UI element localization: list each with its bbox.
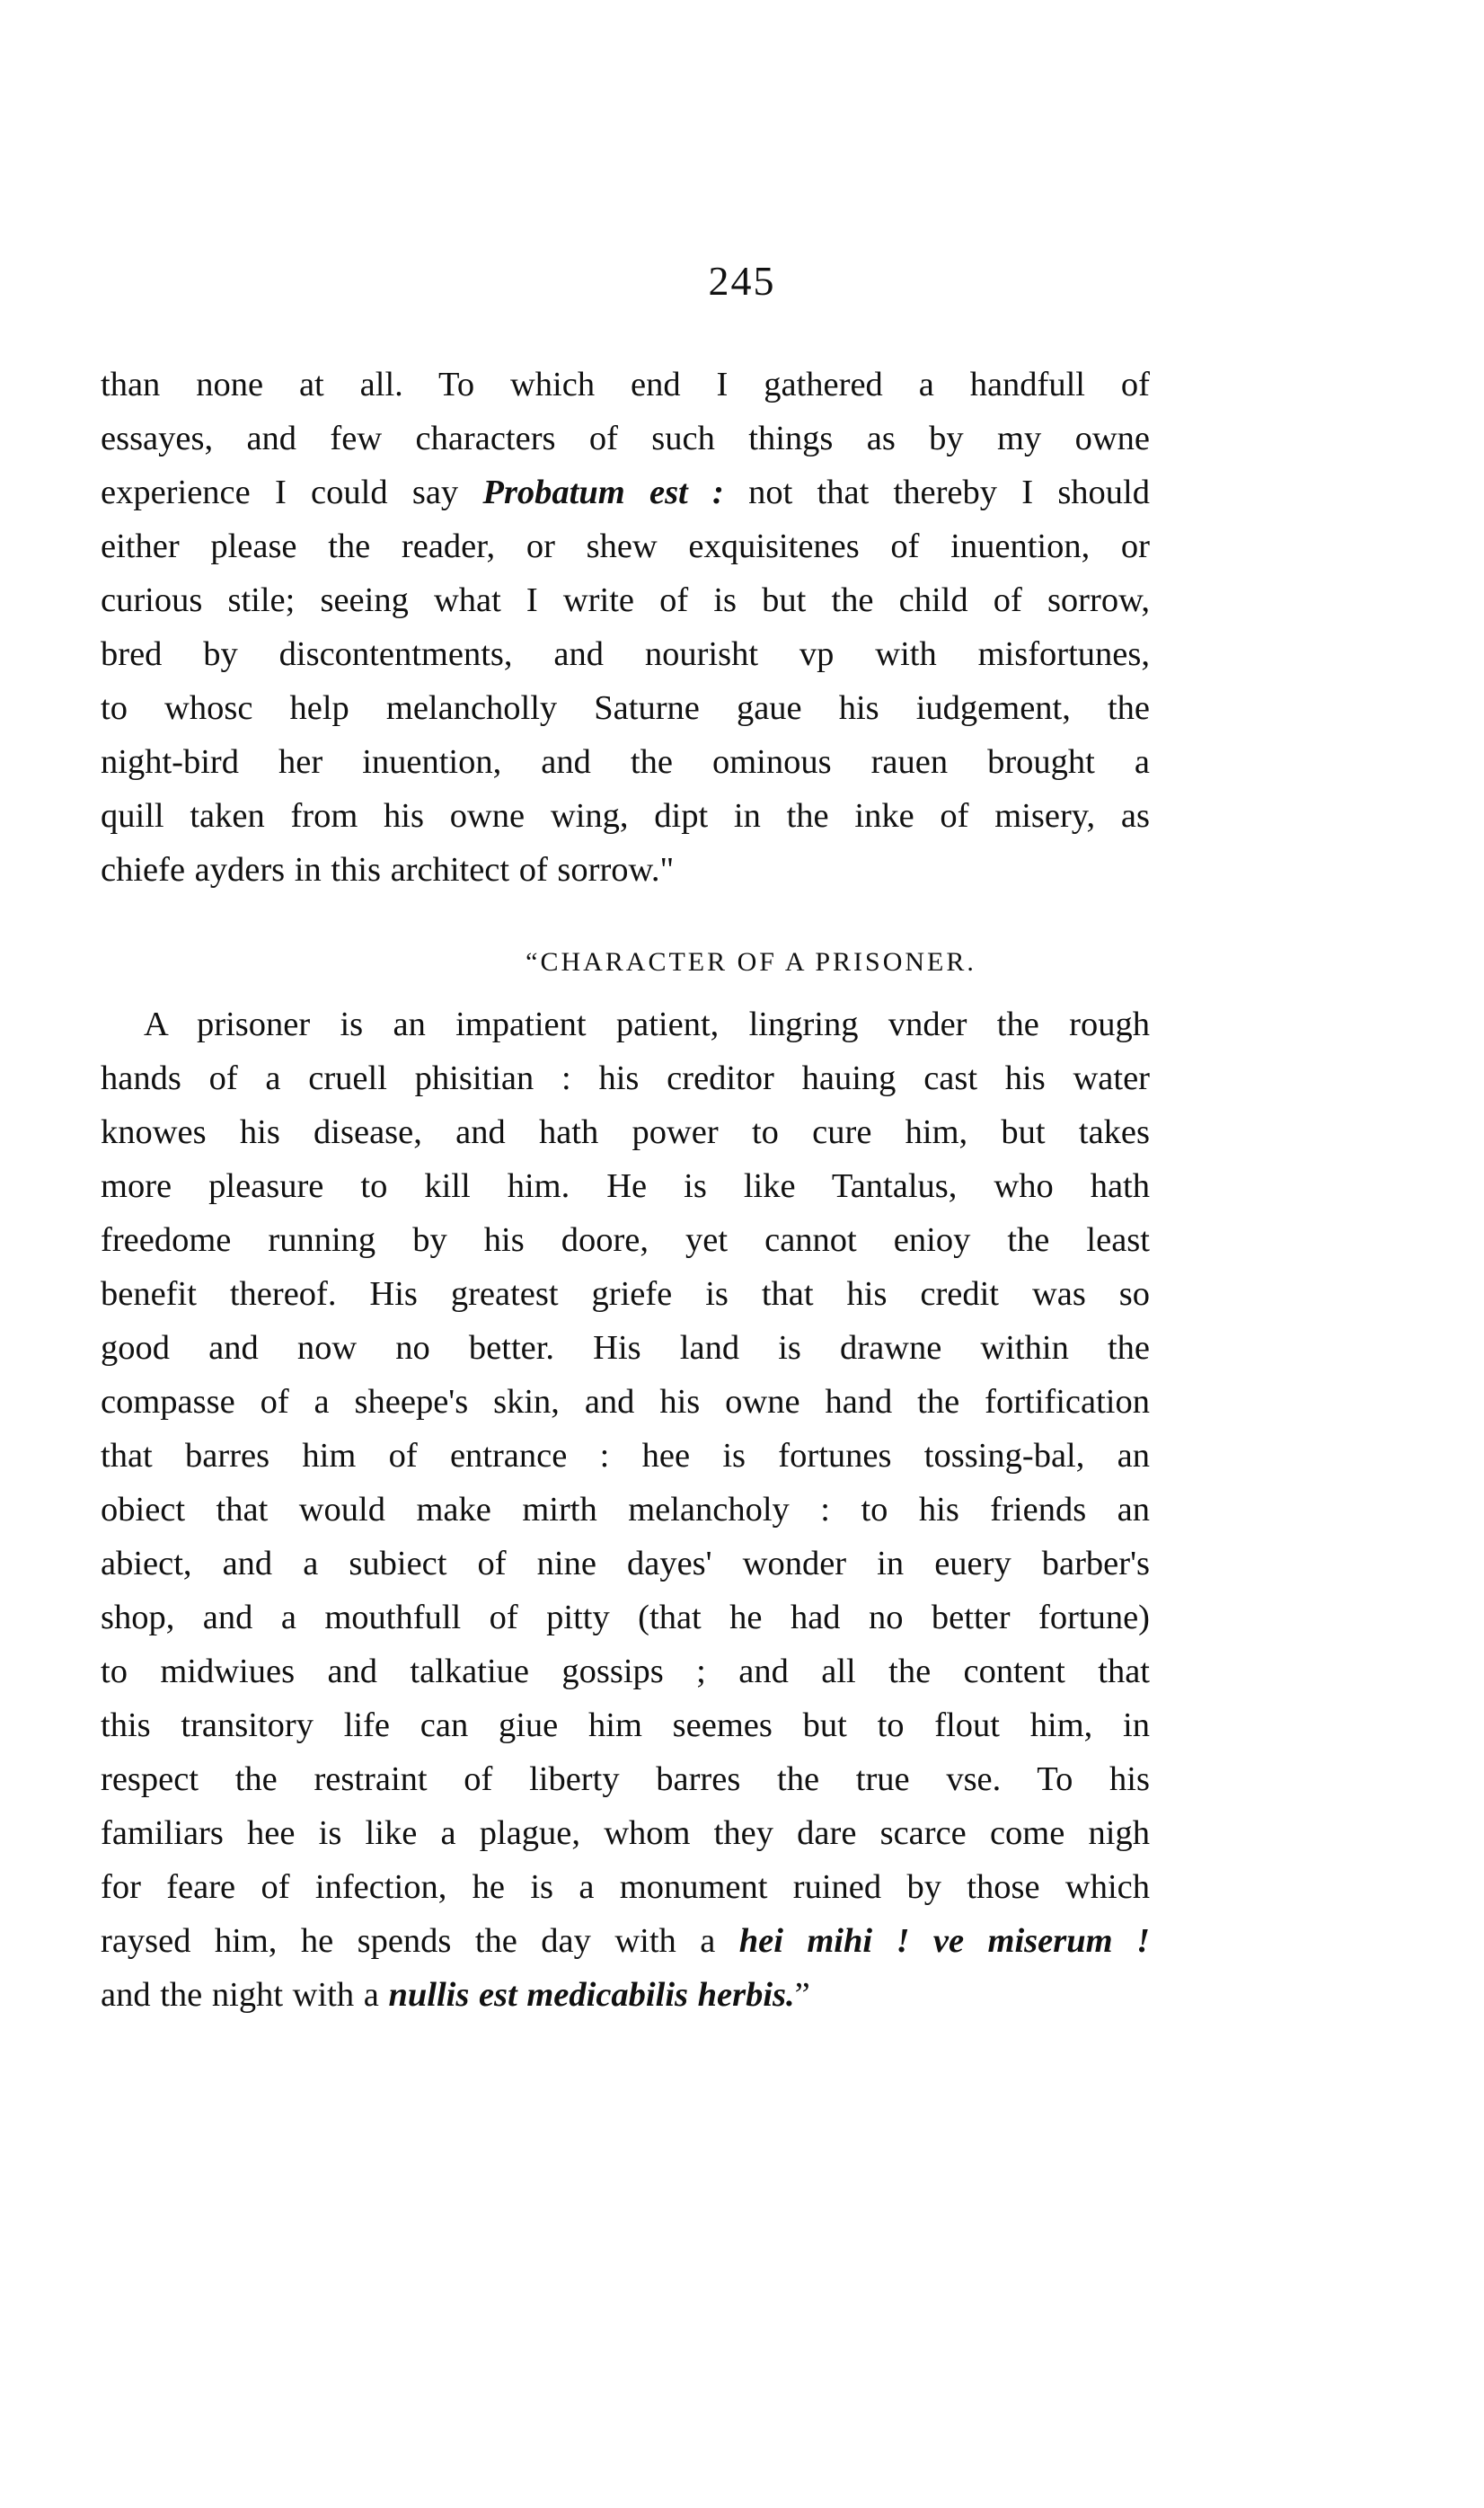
text-line: respect the restraint of liberty barres the true vse. To his bbox=[101, 1760, 1150, 1798]
text-line bbox=[101, 1968, 1150, 2022]
italic-phrase: Probatum est : bbox=[482, 474, 724, 511]
text-line: than none at all. To which end I gathered a handfull of bbox=[101, 366, 1150, 403]
text-line bbox=[101, 465, 1150, 519]
text-line: shop, and a mouthfull of pitty (that he had no better fortune) bbox=[101, 1599, 1150, 1636]
text-fragment: experience I could say bbox=[101, 474, 483, 511]
character-paragraph bbox=[101, 997, 1150, 2022]
text-line: this transitory life can giue him seemes but to flout him, in bbox=[101, 1706, 1150, 1744]
closing-quote: ” bbox=[794, 1976, 810, 2014]
italic-phrase: nullis est medicabilis herbis. bbox=[388, 1976, 795, 2014]
text-fragment: raysed him, he spends the day with a bbox=[101, 1922, 739, 1960]
text-line: obiect that would make mirth melancholy : to his friends an bbox=[101, 1491, 1150, 1529]
text-fragment: not that thereby I should bbox=[723, 474, 1151, 511]
text-line: bred by discontentments, and nourisht vp with misfortunes, bbox=[101, 635, 1150, 673]
text-line: knowes his disease, and hath power to cure him, but takes bbox=[101, 1113, 1150, 1151]
intro-paragraph bbox=[101, 358, 1150, 897]
text-fragment: and the night with a bbox=[101, 1976, 389, 2014]
text-line: A prisoner is an impatient patient, lingring vnder the rough bbox=[144, 1006, 1150, 1043]
text-line: good and now no better. His land is drawne within the bbox=[101, 1329, 1150, 1367]
text-line: familiars hee is like a plague, whom they dare scarce come nigh bbox=[101, 1814, 1150, 1852]
text-line: freedome running by his doore, yet cannot enioy the least bbox=[101, 1221, 1150, 1259]
text-line bbox=[101, 1914, 1150, 1968]
page-number: 245 bbox=[708, 258, 776, 304]
text-line: either please the reader, or shew exquisitenes of inuention, or bbox=[101, 527, 1150, 565]
text-line: abiect, and a subiect of nine dayes' wonder in euery barber's bbox=[101, 1545, 1150, 1582]
text-line: for feare of infection, he is a monument ruined by those which bbox=[101, 1868, 1150, 1906]
text-line: compasse of a sheepe's skin, and his owne hand the fortification bbox=[101, 1383, 1150, 1421]
text-line: to midwiues and talkatiue gossips ; and all the content that bbox=[101, 1653, 1150, 1690]
text-line: quill taken from his owne wing, dipt in the inke of misery, as bbox=[101, 797, 1150, 835]
text-line: more pleasure to kill him. He is like Tantalus, who hath bbox=[101, 1167, 1150, 1205]
text-line: curious stile; seeing what I write of is but the child of sorrow, bbox=[101, 581, 1150, 619]
text-line: essayes, and few characters of such things as by my owne bbox=[101, 420, 1150, 457]
text-line: that barres him of entrance : hee is fortunes tossing-bal, an bbox=[101, 1437, 1150, 1475]
text-line: benefit thereof. His greatest griefe is that his credit was so bbox=[101, 1275, 1150, 1313]
text-line: hands of a cruell phisitian : his creditor hauing cast his water bbox=[101, 1059, 1150, 1097]
section-heading: “CHARACTER OF A PRISONER. bbox=[526, 947, 976, 977]
text-line: to whosc help melancholly Saturne gaue his iudgement, the bbox=[101, 689, 1150, 727]
text-line: chiefe ayders in this architect of sorrow." bbox=[101, 851, 675, 889]
text-line: night-bird her inuention, and the ominous rauen brought a bbox=[101, 743, 1150, 781]
italic-phrase: hei mihi ! ve miserum ! bbox=[738, 1922, 1150, 1960]
